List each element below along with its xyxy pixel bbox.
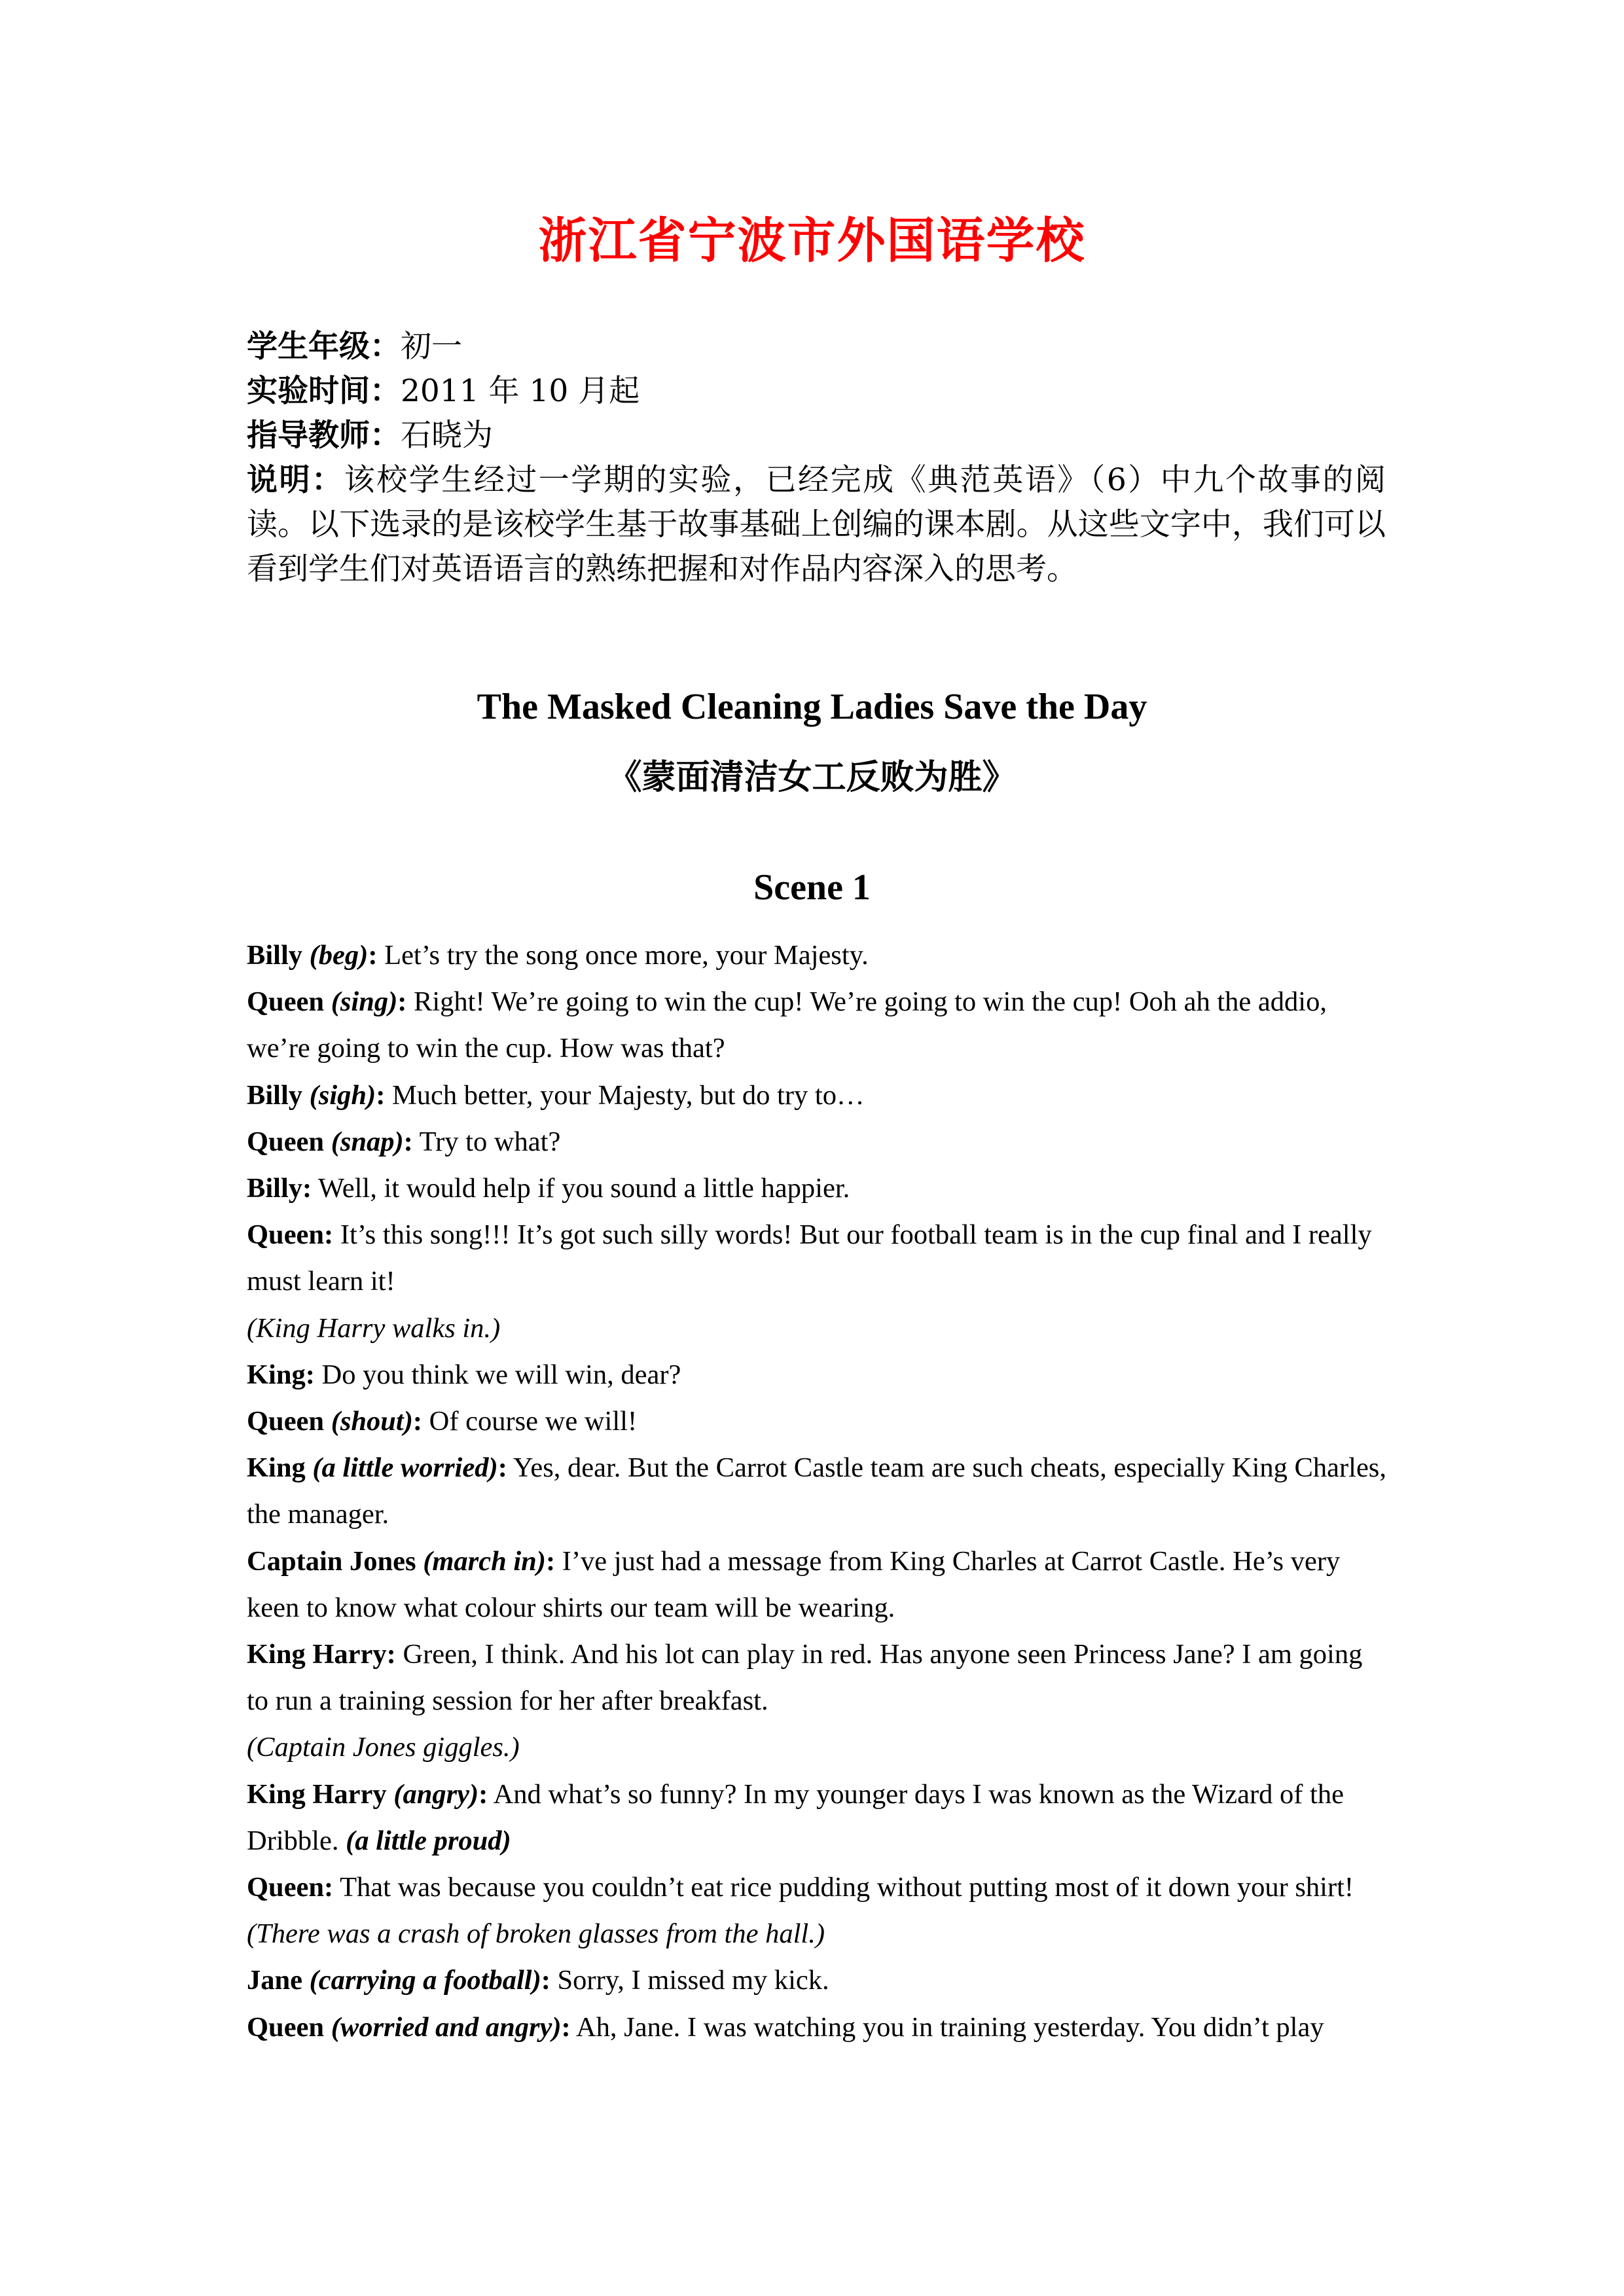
speaker-name: King [247, 1452, 306, 1484]
speaker-direction: (sing) [331, 986, 398, 1018]
teacher-label: 指导教师： [247, 418, 401, 454]
speaker-name: Queen: [247, 1219, 334, 1251]
dialogue-text: I’ve just had a message from King Charles at Carrot Castle. He’s very keen to know what colour shirts our team will be wearing. [247, 1545, 1341, 1623]
dialogue-text: And what’s so funny? In my younger days I was known as the Wizard of the Dribble. [247, 1778, 1344, 1856]
speaker-colon: : [403, 1126, 413, 1157]
dialogue-text: Ah, Jane. I was watching you in training yesterday. You didn’t play [570, 2011, 1324, 2043]
dialogue-text: Much better, your Majesty, but do try to… [385, 1079, 865, 1111]
speaker-colon: : [545, 1545, 556, 1577]
speaker-colon: : [561, 2011, 571, 2043]
time-line [247, 369, 1386, 414]
dialogue-text: Try to what? [412, 1126, 561, 1157]
speaker-direction: (angry) [393, 1778, 479, 1810]
speaker-direction: (a little worried) [312, 1452, 498, 1484]
speaker-colon: : [368, 940, 378, 971]
dialogue-line [247, 1538, 1389, 1631]
school-title: 浙江省宁波市外国语学校 [538, 213, 1086, 269]
scene-heading: Scene 1 [753, 867, 871, 908]
speaker-name: Queen [247, 1406, 325, 1437]
script-body [247, 932, 1389, 2051]
dialogue-line [247, 2004, 1389, 2051]
speaker-direction: (carrying a football) [309, 1965, 541, 1996]
speaker-direction: (march in) [423, 1545, 546, 1577]
grade-label: 学生年级： [247, 329, 401, 365]
dialogue-line [247, 1631, 1389, 1724]
dialogue-line [247, 1211, 1389, 1304]
dialogue-line [247, 1072, 1389, 1119]
speaker-name: King Harry [247, 1778, 387, 1810]
speaker-colon: : [376, 1079, 386, 1111]
speaker-direction: (snap) [331, 1126, 404, 1157]
dialogue-line [247, 1771, 1389, 1864]
dialogue-line [247, 932, 1389, 978]
speaker-name: Queen [247, 1126, 325, 1157]
speaker-name: Billy: [247, 1173, 312, 1204]
speaker-colon: : [541, 1965, 550, 1996]
dialogue-text: Yes, dear. But the Carrot Castle team are such cheats, especially King Charles, the manager. [247, 1452, 1386, 1530]
stage-direction: (There was a crash of broken glasses from the hall.) [247, 1918, 825, 1950]
dialogue-line [247, 1957, 1389, 2003]
teacher-line [247, 414, 1386, 458]
dialogue-text: That was because you couldn’t eat rice pudding without putting most of it down your shirt! [333, 1872, 1354, 1903]
speaker-colon: : [412, 1406, 423, 1437]
speaker-colon: : [397, 986, 407, 1018]
trailing-direction: (a little proud) [346, 1825, 511, 1856]
speaker-name: Billy [247, 1079, 303, 1111]
dialogue-line [247, 1398, 1389, 1444]
speaker-name: King: [247, 1359, 315, 1390]
dialogue-text: Sorry, I missed my kick. [550, 1965, 829, 1996]
dialogue-line [247, 978, 1389, 1071]
dialogue-text: Of course we will! [422, 1406, 638, 1437]
dialogue-text: Right! We’re going to win the cup! We’re going to win the cup! Ooh ah the addio, we’re going to win the cup. How was that? [247, 986, 1327, 1064]
speaker-direction: (sigh) [309, 1079, 376, 1111]
speaker-colon: : [478, 1778, 488, 1810]
speaker-name: Jane [247, 1965, 302, 1996]
grade-line [247, 325, 1386, 369]
stage-direction: (Captain Jones giggles.) [247, 1732, 520, 1763]
grade-value: 初一 [401, 329, 462, 365]
note-label: 说明： [247, 462, 344, 498]
speaker-direction: (worried and angry) [331, 2011, 562, 2043]
speaker-name: Queen [247, 986, 325, 1018]
note-paragraph [247, 458, 1386, 592]
speaker-name: Queen [247, 2011, 325, 2043]
dialogue-text: It’s this song!!! It’s got such silly words! But our football team is in the cup final and I really must learn it! [247, 1219, 1372, 1297]
dialogue-line [247, 1352, 1389, 1398]
stage-direction: (King Harry walks in.) [247, 1312, 501, 1344]
speaker-name: Billy [247, 940, 303, 971]
speaker-direction: (beg) [309, 940, 369, 971]
speaker-name: Captain Jones [247, 1545, 416, 1577]
speaker-name: Queen: [247, 1872, 334, 1903]
dialogue-line [247, 1165, 1389, 1211]
dialogue-text: Green, I think. And his lot can play in red. Has anyone seen Princess Jane? I am going to run a training session for her after breakfast. [247, 1639, 1363, 1717]
speaker-direction: (shout) [331, 1406, 413, 1437]
dialogue-line [247, 1119, 1389, 1165]
play-title-english: The Masked Cleaning Ladies Save the Day [477, 687, 1147, 727]
dialogue-text: Well, it would help if you sound a little happier. [312, 1173, 850, 1204]
play-title-chinese: 《蒙面清洁女工反败为胜》 [607, 757, 1017, 797]
teacher-value: 石晓为 [401, 418, 493, 454]
dialogue-text: Let’s try the song once more, your Majesty. [377, 940, 869, 971]
dialogue-line [247, 1864, 1389, 1910]
dialogue-text: Do you think we will win, dear? [314, 1359, 681, 1390]
info-block [247, 325, 1386, 592]
speaker-colon: : [497, 1452, 507, 1484]
time-label: 实验时间： [247, 373, 401, 409]
speaker-name: King Harry: [247, 1639, 396, 1670]
note-text: 该校学生经过一学期的实验，已经完成《典范英语》（6）中九个故事的阅读。以下选录的是该校学生基于故事基础上创编的课本剧。从这些文字中，我们可以看到学生们对英语语言的熟练把握和对作品内容深入的思考。 [247, 462, 1386, 587]
dialogue-line [247, 1444, 1389, 1537]
time-value: 2011 年 10 月起 [401, 373, 640, 409]
